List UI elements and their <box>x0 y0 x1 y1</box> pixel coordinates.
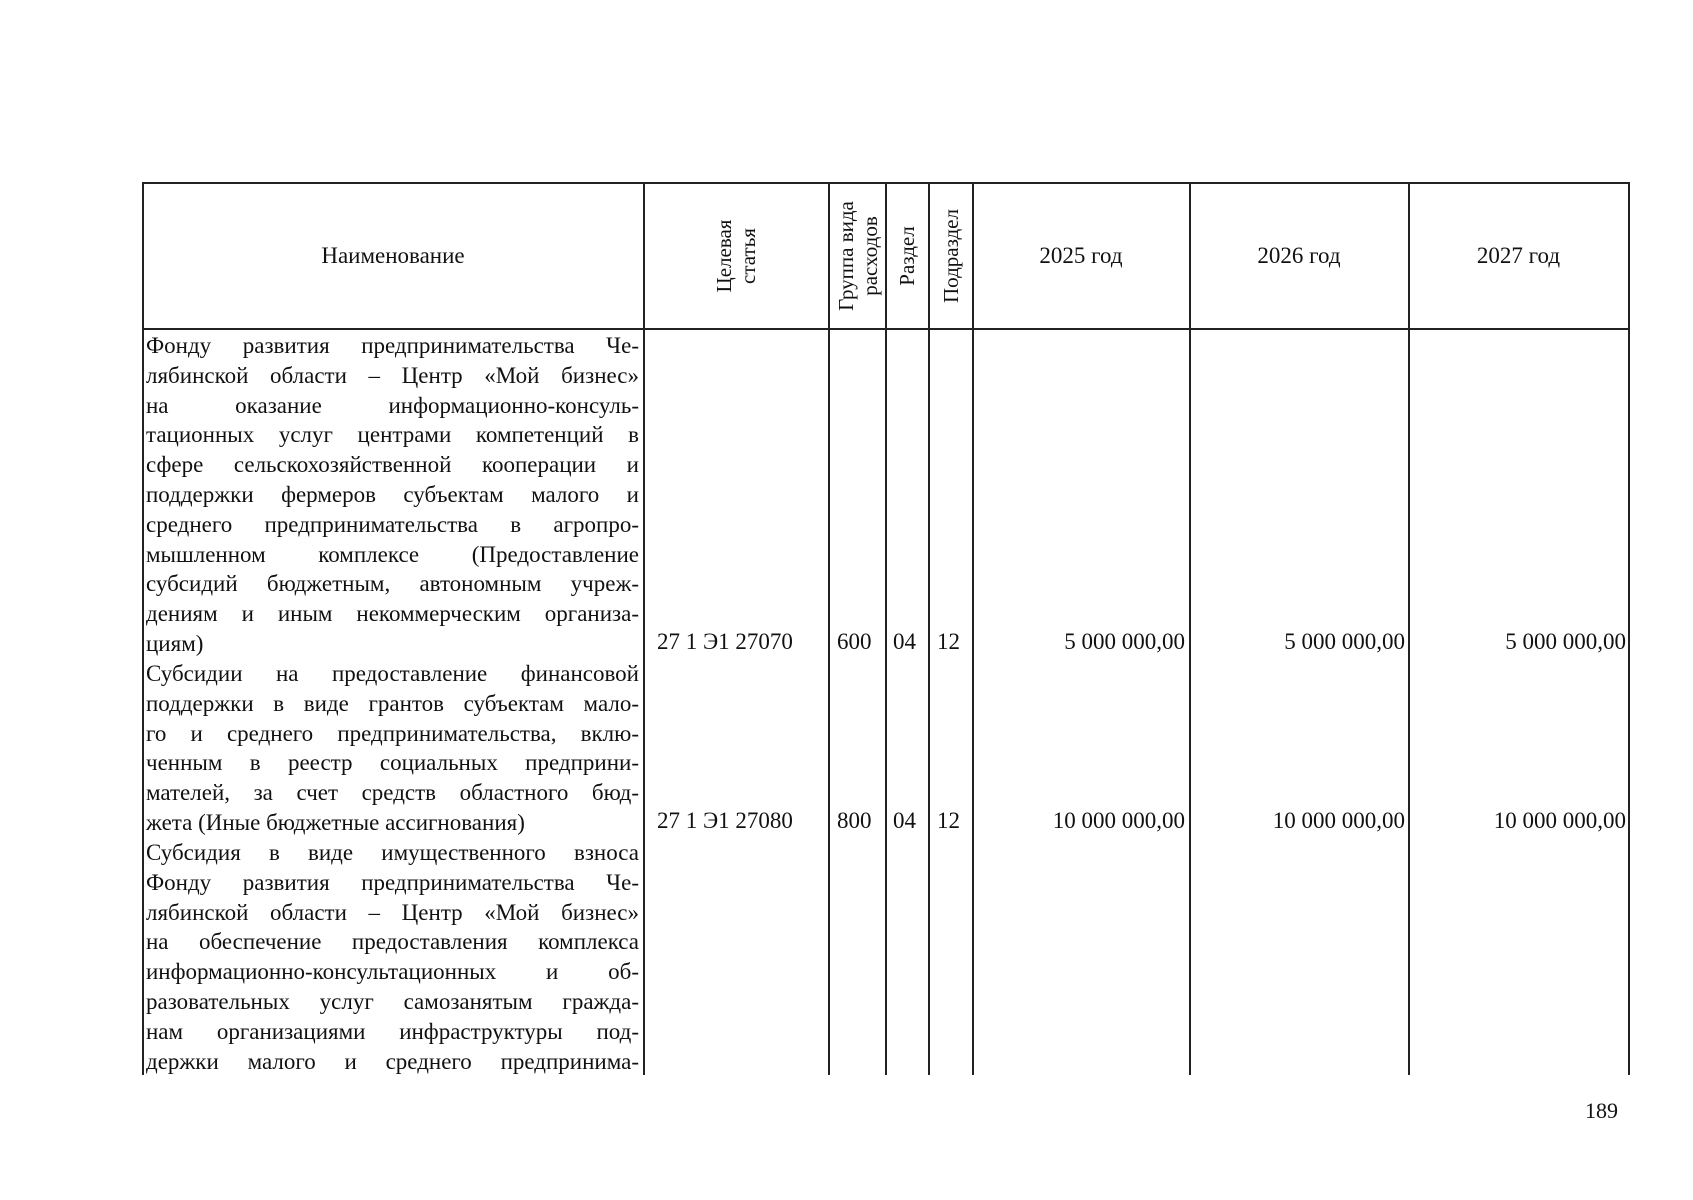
header-name: Наименование <box>321 242 465 268</box>
row-2-2027: 10 000 000,00 <box>1493 808 1626 833</box>
header-section: Раздел <box>895 226 919 286</box>
table-right-border <box>1628 182 1630 1075</box>
col-divider-group <box>828 182 830 1075</box>
row-1-name: Фонду развития предпринимательства Че- лябинской области – Центр «Мой бизнес» на оказание информационно-консуль- тационных услуг центрами компетенций в сфере сельскохозяйственной кооперации и поддержки фермеров субъектам малого и среднего предпринимательства в агропро- мышленном комплексе (Предоставление субсидий бюджетным, автономным учреж- дениям и иным некоммерческим организа- циям) <box>146 333 639 656</box>
header-2027: 2027 год <box>1476 242 1561 268</box>
header-subsection: Подраздел <box>939 209 963 303</box>
row-2-section: 04 <box>893 808 916 833</box>
row-1-section: 04 <box>893 629 916 654</box>
header-2025: 2025 год <box>1039 242 1123 268</box>
row-3-name: Субсидия в виде имущественного взноса Фонду развития предпринимательства Че- лябинской области – Центр «Мой бизнес» на обеспечение предоставления комплекса информационно-консультационных и об- разовательных услуг самозанятым гражда- нам организациями инфраструктуры под- держки малого и среднего предпринима- <box>146 840 639 1074</box>
row-1-subsection: 12 <box>937 629 960 654</box>
row-1-target: 27 1 Э1 27070 <box>657 629 793 654</box>
row-2-2026: 10 000 000,00 <box>1272 808 1405 833</box>
row-2-group: 800 <box>837 808 872 833</box>
col-divider-target <box>643 182 645 1075</box>
col-divider-subsection <box>928 182 930 1075</box>
row-2-2025: 10 000 000,00 <box>1052 808 1185 833</box>
page-number: 189 <box>1585 1098 1618 1123</box>
row-2-target: 27 1 Э1 27080 <box>657 808 793 833</box>
row-2-name: Субсидии на предоставление финансовой поддержки в виде грантов субъектам мало- го и среднего предпринимательства, вклю- ченным в реестр социальных предприни- мателей, за счет средств областного бюд- жета (Иные бюджетные ассигнования) <box>146 661 639 835</box>
header-expense-group: Группа вида расходов <box>834 201 882 311</box>
row-2-subsection: 12 <box>937 808 960 833</box>
header-target-article: Целевая статья <box>712 219 760 293</box>
header-2026: 2026 год <box>1257 242 1341 268</box>
col-divider-section <box>885 182 887 1075</box>
row-1-group: 600 <box>837 629 872 654</box>
row-1-2026: 5 000 000,00 <box>1284 629 1405 654</box>
row-1-2027: 5 000 000,00 <box>1505 629 1626 654</box>
row-1-2025: 5 000 000,00 <box>1064 629 1185 654</box>
